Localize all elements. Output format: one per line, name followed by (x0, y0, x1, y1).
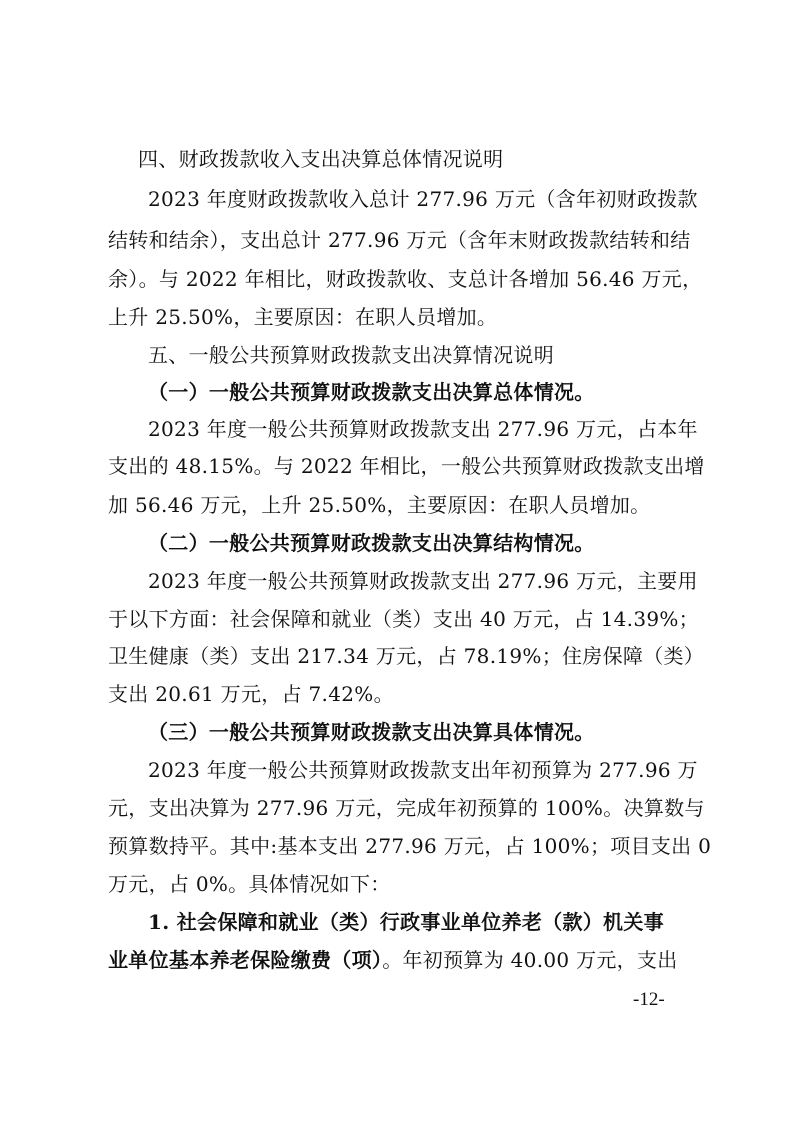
item-1-line (108, 945, 678, 975)
subsection-1-heading: （一）一般公共预算财政拨款支出决算总体情况。 (148, 380, 595, 404)
paragraph-line: 预算数持平。其中:基本支出 277.96 万元，占 100%；项目支出 0 (108, 834, 712, 858)
section-4-heading: 四、财政拨款收入支出决算总体情况说明 (138, 147, 504, 171)
paragraph-line: 支出 20.61 万元，占 7.42%。 (108, 682, 394, 706)
paragraph-line: 2023 年度一般公共预算财政拨款支出 277.96 万元，主要用 (148, 569, 698, 593)
paragraph-line: 余）。与 2022 年相比，财政拨款收、支总计各增加 56.46 万元， (108, 267, 703, 291)
paragraph-line: 2023 年度财政拨款收入总计 277.96 万元（含年初财政拨款 (148, 187, 698, 211)
paragraph-line: 于以下方面：社会保障和就业（类）支出 40 万元，占 14.39%； (108, 607, 699, 631)
page-number: -12- (633, 989, 665, 1010)
item-1-heading: 1. 社会保障和就业（类）行政事业单位养老（款）机关事 (148, 910, 664, 934)
paragraph-line: 2023 年度一般公共预算财政拨款支出 277.96 万元，占本年 (148, 417, 698, 441)
paragraph-line: 结转和结余），支出总计 277.96 万元（含年末财政拨款结转和结 (108, 228, 691, 252)
item-1-heading-cont: 业单位基本养老保险缴费（项） (108, 948, 383, 972)
subsection-2-heading: （二）一般公共预算财政拨款支出决算结构情况。 (148, 531, 595, 555)
paragraph-line: 2023 年度一般公共预算财政拨款支出年初预算为 277.96 万 (148, 758, 698, 782)
paragraph-line: 上升 25.50%，主要原因：在职人员增加。 (108, 305, 498, 329)
paragraph-line: 加 56.46 万元，上升 25.50%，主要原因：在职人员增加。 (108, 493, 651, 517)
paragraph-line: 万元，占 0%。具体情况如下： (108, 872, 391, 896)
subsection-3-heading: （三）一般公共预算财政拨款支出决算具体情况。 (148, 720, 595, 744)
paragraph-line: 支出的 48.15%。与 2022 年相比，一般公共预算财政拨款支出增 (108, 454, 705, 478)
paragraph-line: 元，支出决算为 277.96 万元，完成年初预算的 100%。决算数与 (108, 796, 705, 820)
paragraph-line: 卫生健康（类）支出 217.34 万元，占 78.19%；住房保障（类） (108, 644, 705, 668)
item-1-text: 。年初预算为 40.00 万元，支出 (382, 948, 678, 972)
section-5-heading: 五、一般公共预算财政拨款支出决算情况说明 (148, 343, 554, 367)
